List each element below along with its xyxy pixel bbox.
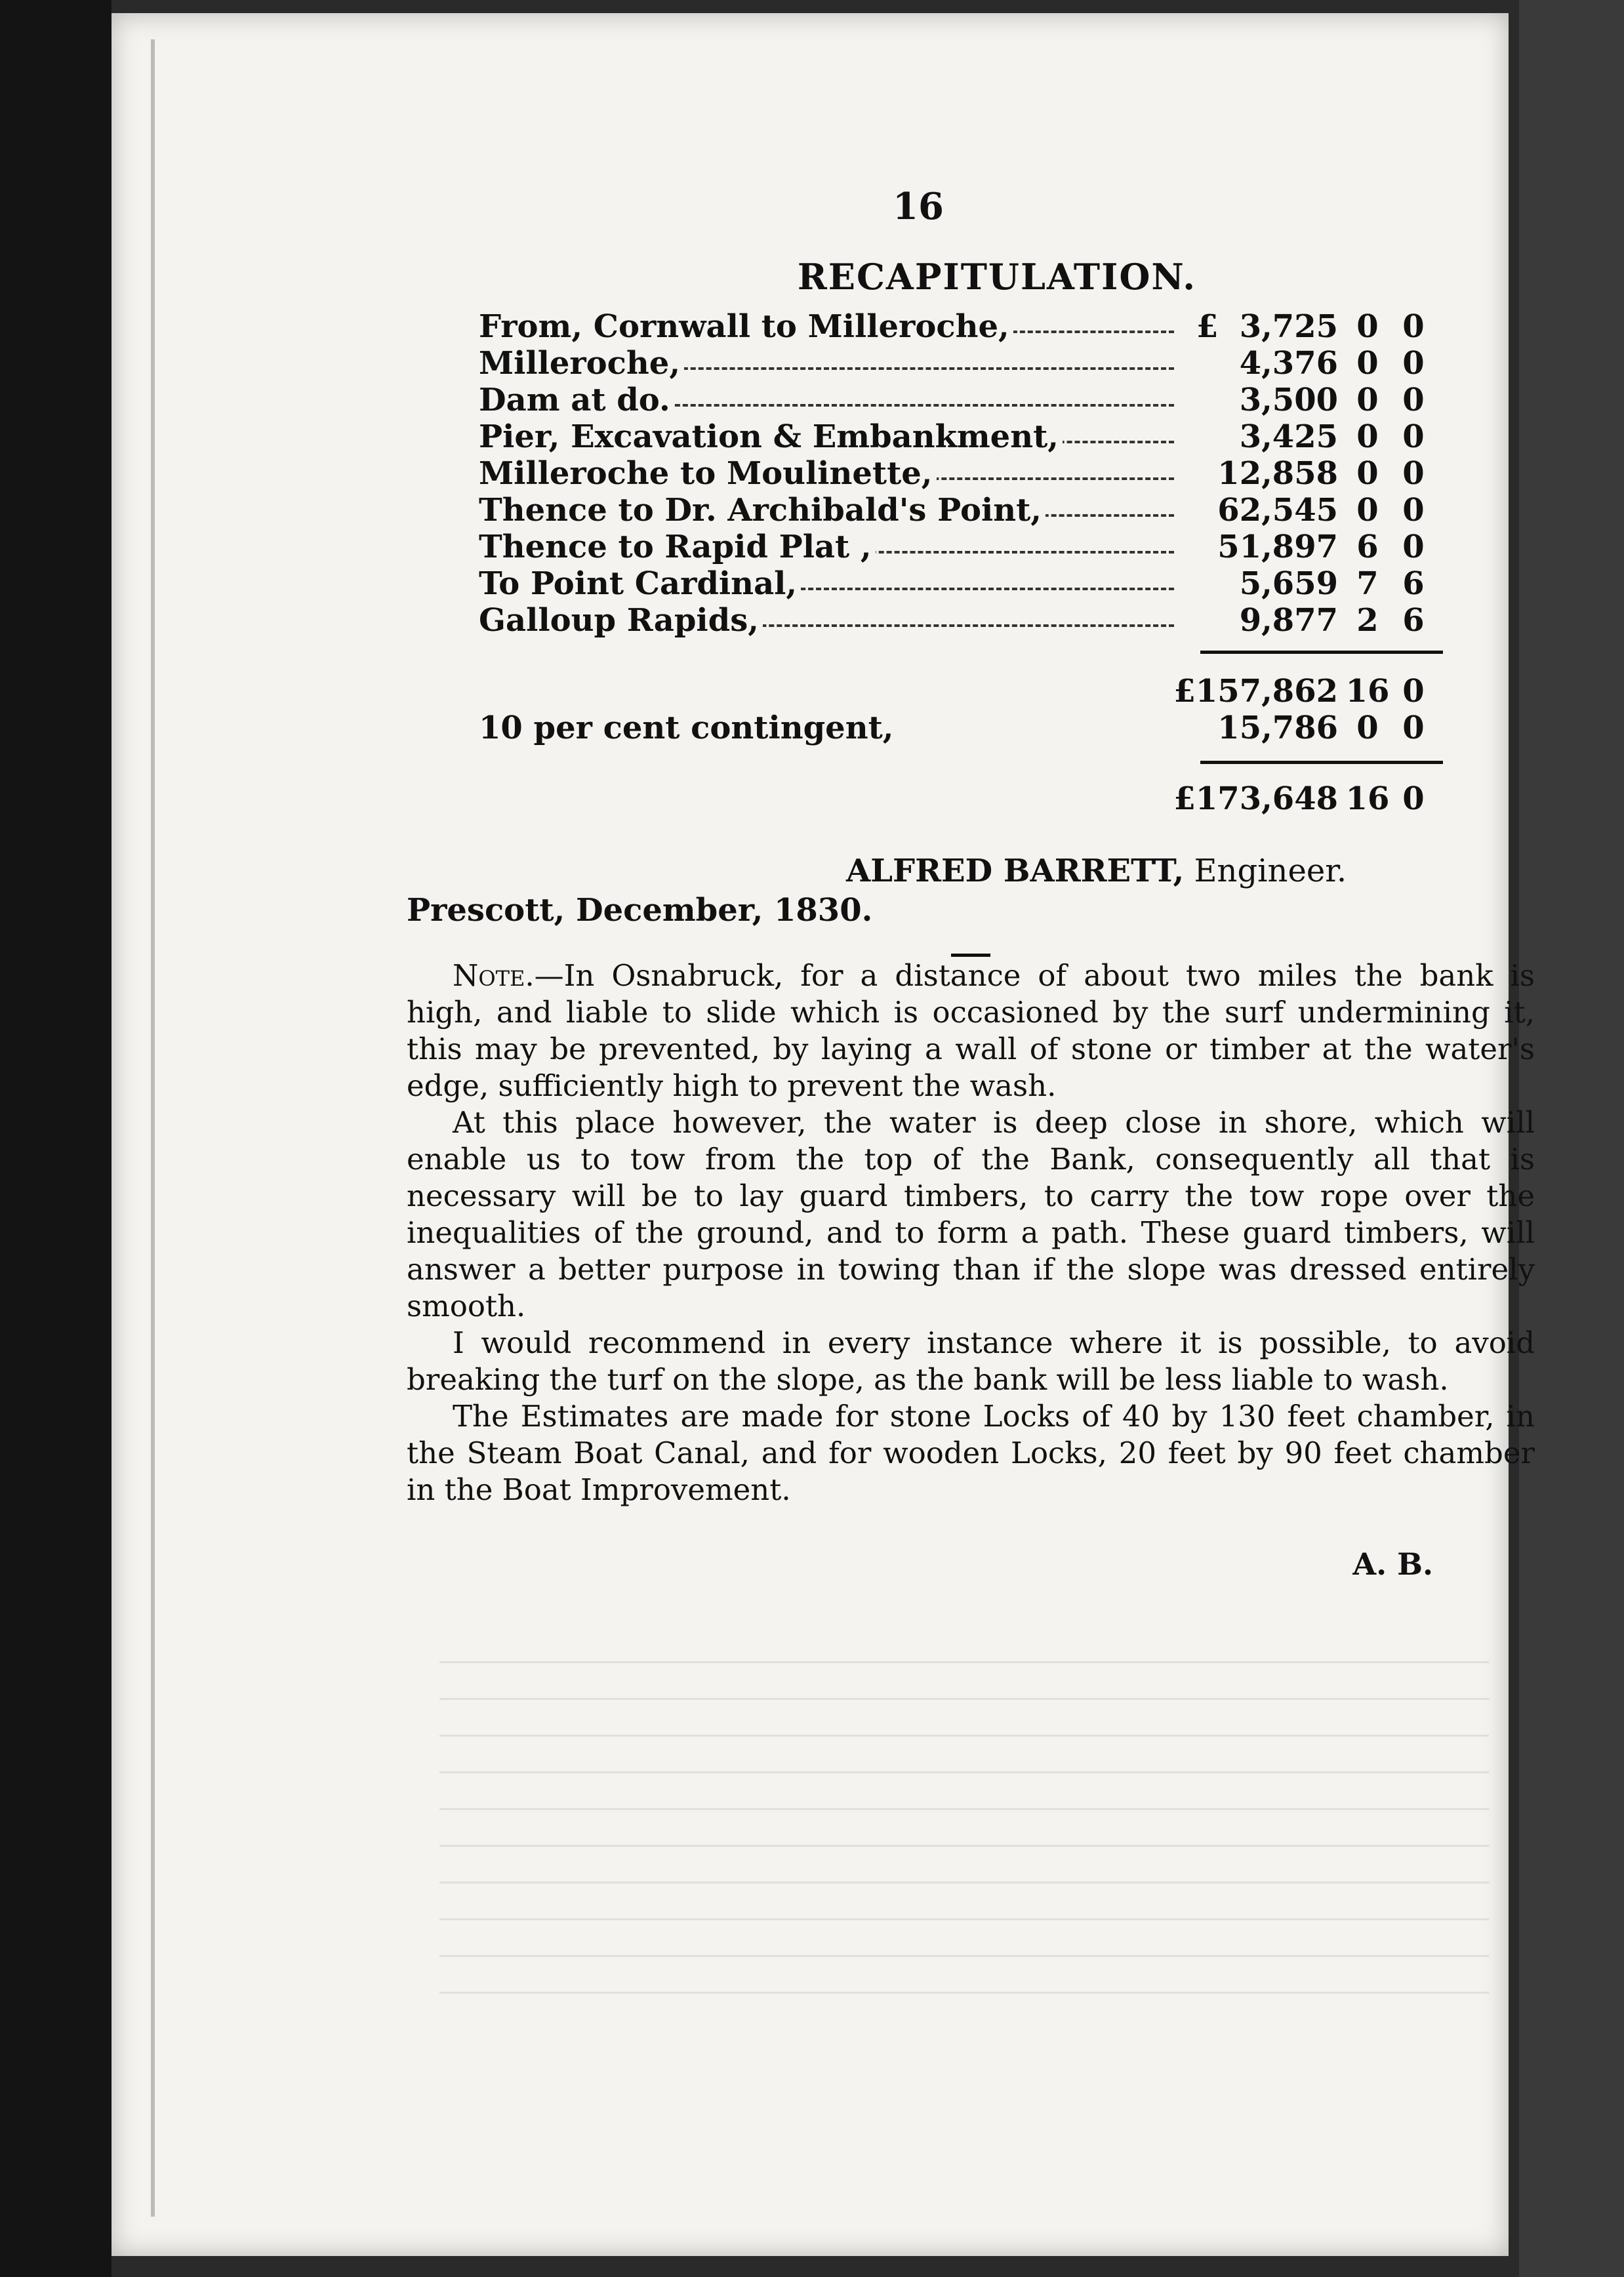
subtotal-row [479, 673, 1561, 710]
row-pence: 0 [1402, 492, 1425, 529]
row-shillings: 0 [1356, 418, 1379, 455]
subtotal-shillings: 16 [1345, 673, 1390, 710]
row-pence: 0 [1402, 382, 1425, 418]
table-row [479, 455, 1561, 492]
pound-symbol: £ [1196, 308, 1219, 345]
signature-title: Engineer. [1194, 853, 1347, 889]
page-edge [151, 39, 155, 2217]
note-paragraph: The Estimates are made for stone Locks of 40 by 130 feet chamber, in the Steam Boat Canal, and for wooden Locks, 20 feet by 90 feet chamber in the Boat Improvement. [407, 1399, 1535, 1507]
row-pence: 0 [1402, 345, 1425, 382]
contingent-shillings: 0 [1356, 710, 1379, 746]
row-pence: 6 [1402, 565, 1425, 602]
row-label: Thence to Dr. Archibald's Point, [479, 492, 1045, 529]
contingent-label: 10 per cent contingent, [479, 710, 897, 746]
row-amount: 9,877 [1239, 602, 1338, 639]
note-paragraph-text: —In Osnabruck, for a distance of about two miles the bank is high, and liable to slide which is occasioned by the surf undermining it, this may be prevented, by laying a wall of stone or timber at the water's edge, sufficiently high to prevent the wash. [407, 958, 1535, 1103]
row-label: Pier, Excavation & Embankment, [479, 418, 1063, 455]
row-shillings: 0 [1356, 382, 1379, 418]
row-shillings: 0 [1356, 308, 1379, 345]
note-paragraph: At this place however, the water is deep close in shore, which will enable us to tow from the top of the Bank, consequently all that is necessary will be to lay guard timbers, to carry the tow rope over the inequalities of the ground, and to form a path. These guard timbers, will answer a better purpose in towing than if the slope was dressed entirely smooth. [407, 1105, 1535, 1323]
row-amount: 51,897 [1217, 529, 1338, 565]
reverse-side-bleed-through [439, 1653, 1489, 1994]
recapitulation-heading: RECAPITULATION. [797, 256, 1197, 298]
table-row [479, 602, 1561, 639]
scan-border-left [0, 0, 112, 2277]
row-pence: 0 [1402, 308, 1425, 345]
table-row [479, 418, 1561, 455]
row-amount: 3,725 [1239, 308, 1338, 345]
row-amount: 5,659 [1239, 565, 1338, 602]
row-label: Milleroche to Moulinette, [479, 455, 937, 492]
total-rule [1200, 761, 1443, 764]
subtotal-amount: £157,862 [1173, 673, 1338, 710]
note-section [407, 957, 1535, 1508]
author-initials: A. B. [1352, 1546, 1433, 1582]
row-shillings: 0 [1356, 345, 1379, 382]
document-page [112, 13, 1535, 2256]
subtotal-rule [1200, 651, 1443, 654]
table-row [479, 345, 1561, 382]
row-pence: 0 [1402, 529, 1425, 565]
row-pence: 6 [1402, 602, 1425, 639]
row-label: From, Cornwall to Milleroche, [479, 308, 1013, 345]
subtotal-pence: 0 [1402, 673, 1425, 710]
row-shillings: 6 [1356, 529, 1379, 565]
table-row [479, 529, 1561, 565]
total-shillings: 16 [1345, 780, 1390, 817]
contingent-amount: 15,786 [1217, 710, 1338, 746]
row-label: Galloup Rapids, [479, 602, 763, 639]
place-date: Prescott, December, 1830. [407, 892, 873, 929]
total-row [479, 780, 1561, 817]
row-pence: 0 [1402, 418, 1425, 455]
row-label: Dam at do. [479, 382, 674, 418]
row-amount: 3,500 [1239, 382, 1338, 418]
page-number: 16 [893, 185, 944, 228]
table-row [479, 565, 1561, 602]
row-amount: 12,858 [1217, 455, 1338, 492]
row-amount: 62,545 [1217, 492, 1338, 529]
note-paragraph [407, 957, 1535, 1104]
total-amount: £173,648 [1173, 780, 1338, 817]
table-row [479, 308, 1561, 345]
row-label: Thence to Rapid Plat , [479, 529, 876, 565]
contingent-row [479, 710, 1561, 746]
signature [846, 853, 1347, 889]
table-row [479, 382, 1561, 418]
row-label: Milleroche, [479, 345, 684, 382]
row-pence: 0 [1402, 455, 1425, 492]
row-amount: 4,376 [1239, 345, 1338, 382]
total-pence: 0 [1402, 780, 1425, 817]
row-shillings: 2 [1356, 602, 1379, 639]
separator-dash [951, 954, 990, 957]
note-lead: Note. [453, 958, 535, 993]
signature-name: ALFRED BARRETT, [846, 853, 1185, 889]
row-shillings: 0 [1356, 492, 1379, 529]
row-label: To Point Cardinal, [479, 565, 801, 602]
table-row [479, 492, 1561, 529]
row-shillings: 7 [1356, 565, 1379, 602]
contingent-pence: 0 [1402, 710, 1425, 746]
row-amount: 3,425 [1239, 418, 1338, 455]
row-shillings: 0 [1356, 455, 1379, 492]
note-paragraph: I would recommend in every instance where it is possible, to avoid breaking the turf on the slope, as the bank will be less liable to wash. [407, 1325, 1535, 1397]
